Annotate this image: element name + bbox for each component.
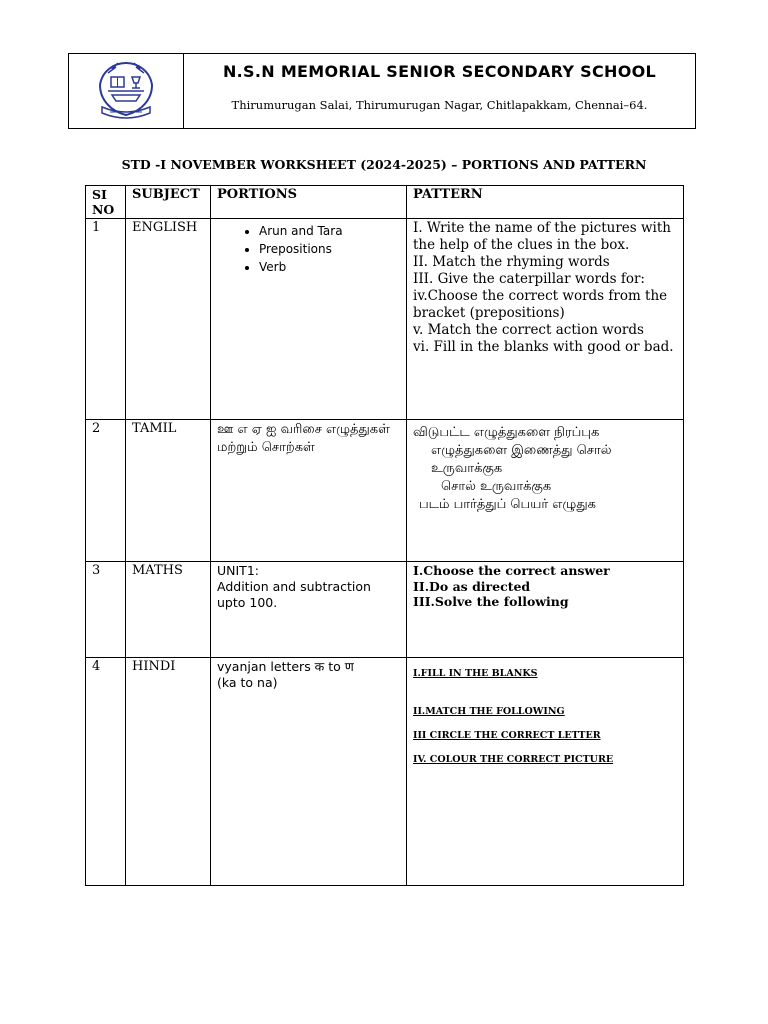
pattern-item: சொல் உருவாக்குக	[441, 479, 552, 494]
pattern-item: I. Write the name of the pictures with the help of the clues in the box.	[413, 220, 671, 253]
pattern-item: III.Solve the following	[413, 594, 569, 609]
portion-line: vyanjan letters क to ण	[217, 659, 354, 674]
pattern-item: II. Match the rhyming words	[413, 254, 610, 270]
portion-line: (ka to na)	[217, 675, 278, 690]
school-info	[184, 54, 695, 128]
list-item: • Arun and Tara	[259, 222, 400, 240]
pattern-item: III CIRCLE THE CORRECT LETTER	[413, 730, 601, 741]
pattern-item: படம் பார்த்துப் பெயர் எழுதுக	[419, 497, 596, 512]
header-subject: SUBJECT	[126, 186, 211, 219]
portion-unit: UNIT1:	[217, 563, 259, 578]
row-sno: 1	[86, 219, 126, 420]
list-item: • Prepositions	[259, 240, 400, 258]
table-row	[86, 219, 684, 420]
pattern-item: vi. Fill in the blanks with good or bad.	[413, 339, 674, 355]
row-subject: MATHS	[126, 562, 211, 658]
row-pattern	[407, 658, 684, 886]
portion-list	[217, 222, 400, 276]
table-row	[86, 658, 684, 886]
pattern-item: v. Match the correct action words	[413, 322, 644, 338]
header-pattern: PATTERN	[407, 186, 684, 219]
header-sino: SI NO	[86, 186, 126, 219]
pattern-item: I.Choose the correct answer	[413, 563, 610, 578]
row-portions	[211, 658, 407, 886]
pattern-item: IV. COLOUR THE CORRECT PICTURE	[413, 754, 614, 765]
school-logo-icon	[94, 59, 158, 123]
row-portions	[211, 562, 407, 658]
table-header-row	[86, 186, 684, 219]
row-pattern	[407, 219, 684, 420]
pattern-item: II.MATCH THE FOLLOWING	[413, 706, 565, 717]
row-pattern	[407, 420, 684, 562]
row-sno: 3	[86, 562, 126, 658]
pattern-item: III. Give the caterpillar words for:	[413, 271, 645, 287]
row-sno: 2	[86, 420, 126, 562]
row-portions	[211, 219, 407, 420]
worksheet-title: STD -I NOVEMBER WORKSHEET (2024-2025) – PORTIONS AND PATTERN	[121, 157, 647, 172]
row-subject: HINDI	[126, 658, 211, 886]
list-item: • Verb	[259, 258, 400, 276]
school-header	[68, 53, 696, 129]
row-sno: 4	[86, 658, 126, 886]
table-row	[86, 562, 684, 658]
school-name: N.S.N MEMORIAL SENIOR SECONDARY SCHOOL	[222, 62, 657, 81]
pattern-item: I.FILL IN THE BLANKS	[413, 668, 538, 679]
portions-table	[85, 185, 684, 886]
row-pattern	[407, 562, 684, 658]
pattern-item: எழுத்துகளை இணைத்து சொல் உருவாக்குக	[431, 443, 612, 476]
row-portions: ஊ எ ஏ ஐ வரிசை எழுத்துகள் மற்றும் சொற்கள்	[211, 420, 407, 562]
header-portions: PORTIONS	[211, 186, 407, 219]
school-address: Thirumurugan Salai, Thirumurugan Nagar, Chitlapakkam, Chennai–64.	[231, 98, 648, 112]
logo-cell	[69, 54, 184, 128]
pattern-item: விடுபட்ட எழுத்துகளை நிரப்புக	[413, 425, 600, 440]
table-row	[86, 420, 684, 562]
pattern-item: iv.Choose the correct words from the bracket (prepositions)	[413, 288, 668, 321]
row-subject: ENGLISH	[126, 219, 211, 420]
pattern-item: II.Do as directed	[413, 578, 531, 594]
row-subject: TAMIL	[126, 420, 211, 562]
portion-text: Addition and subtraction upto 100.	[217, 579, 371, 610]
